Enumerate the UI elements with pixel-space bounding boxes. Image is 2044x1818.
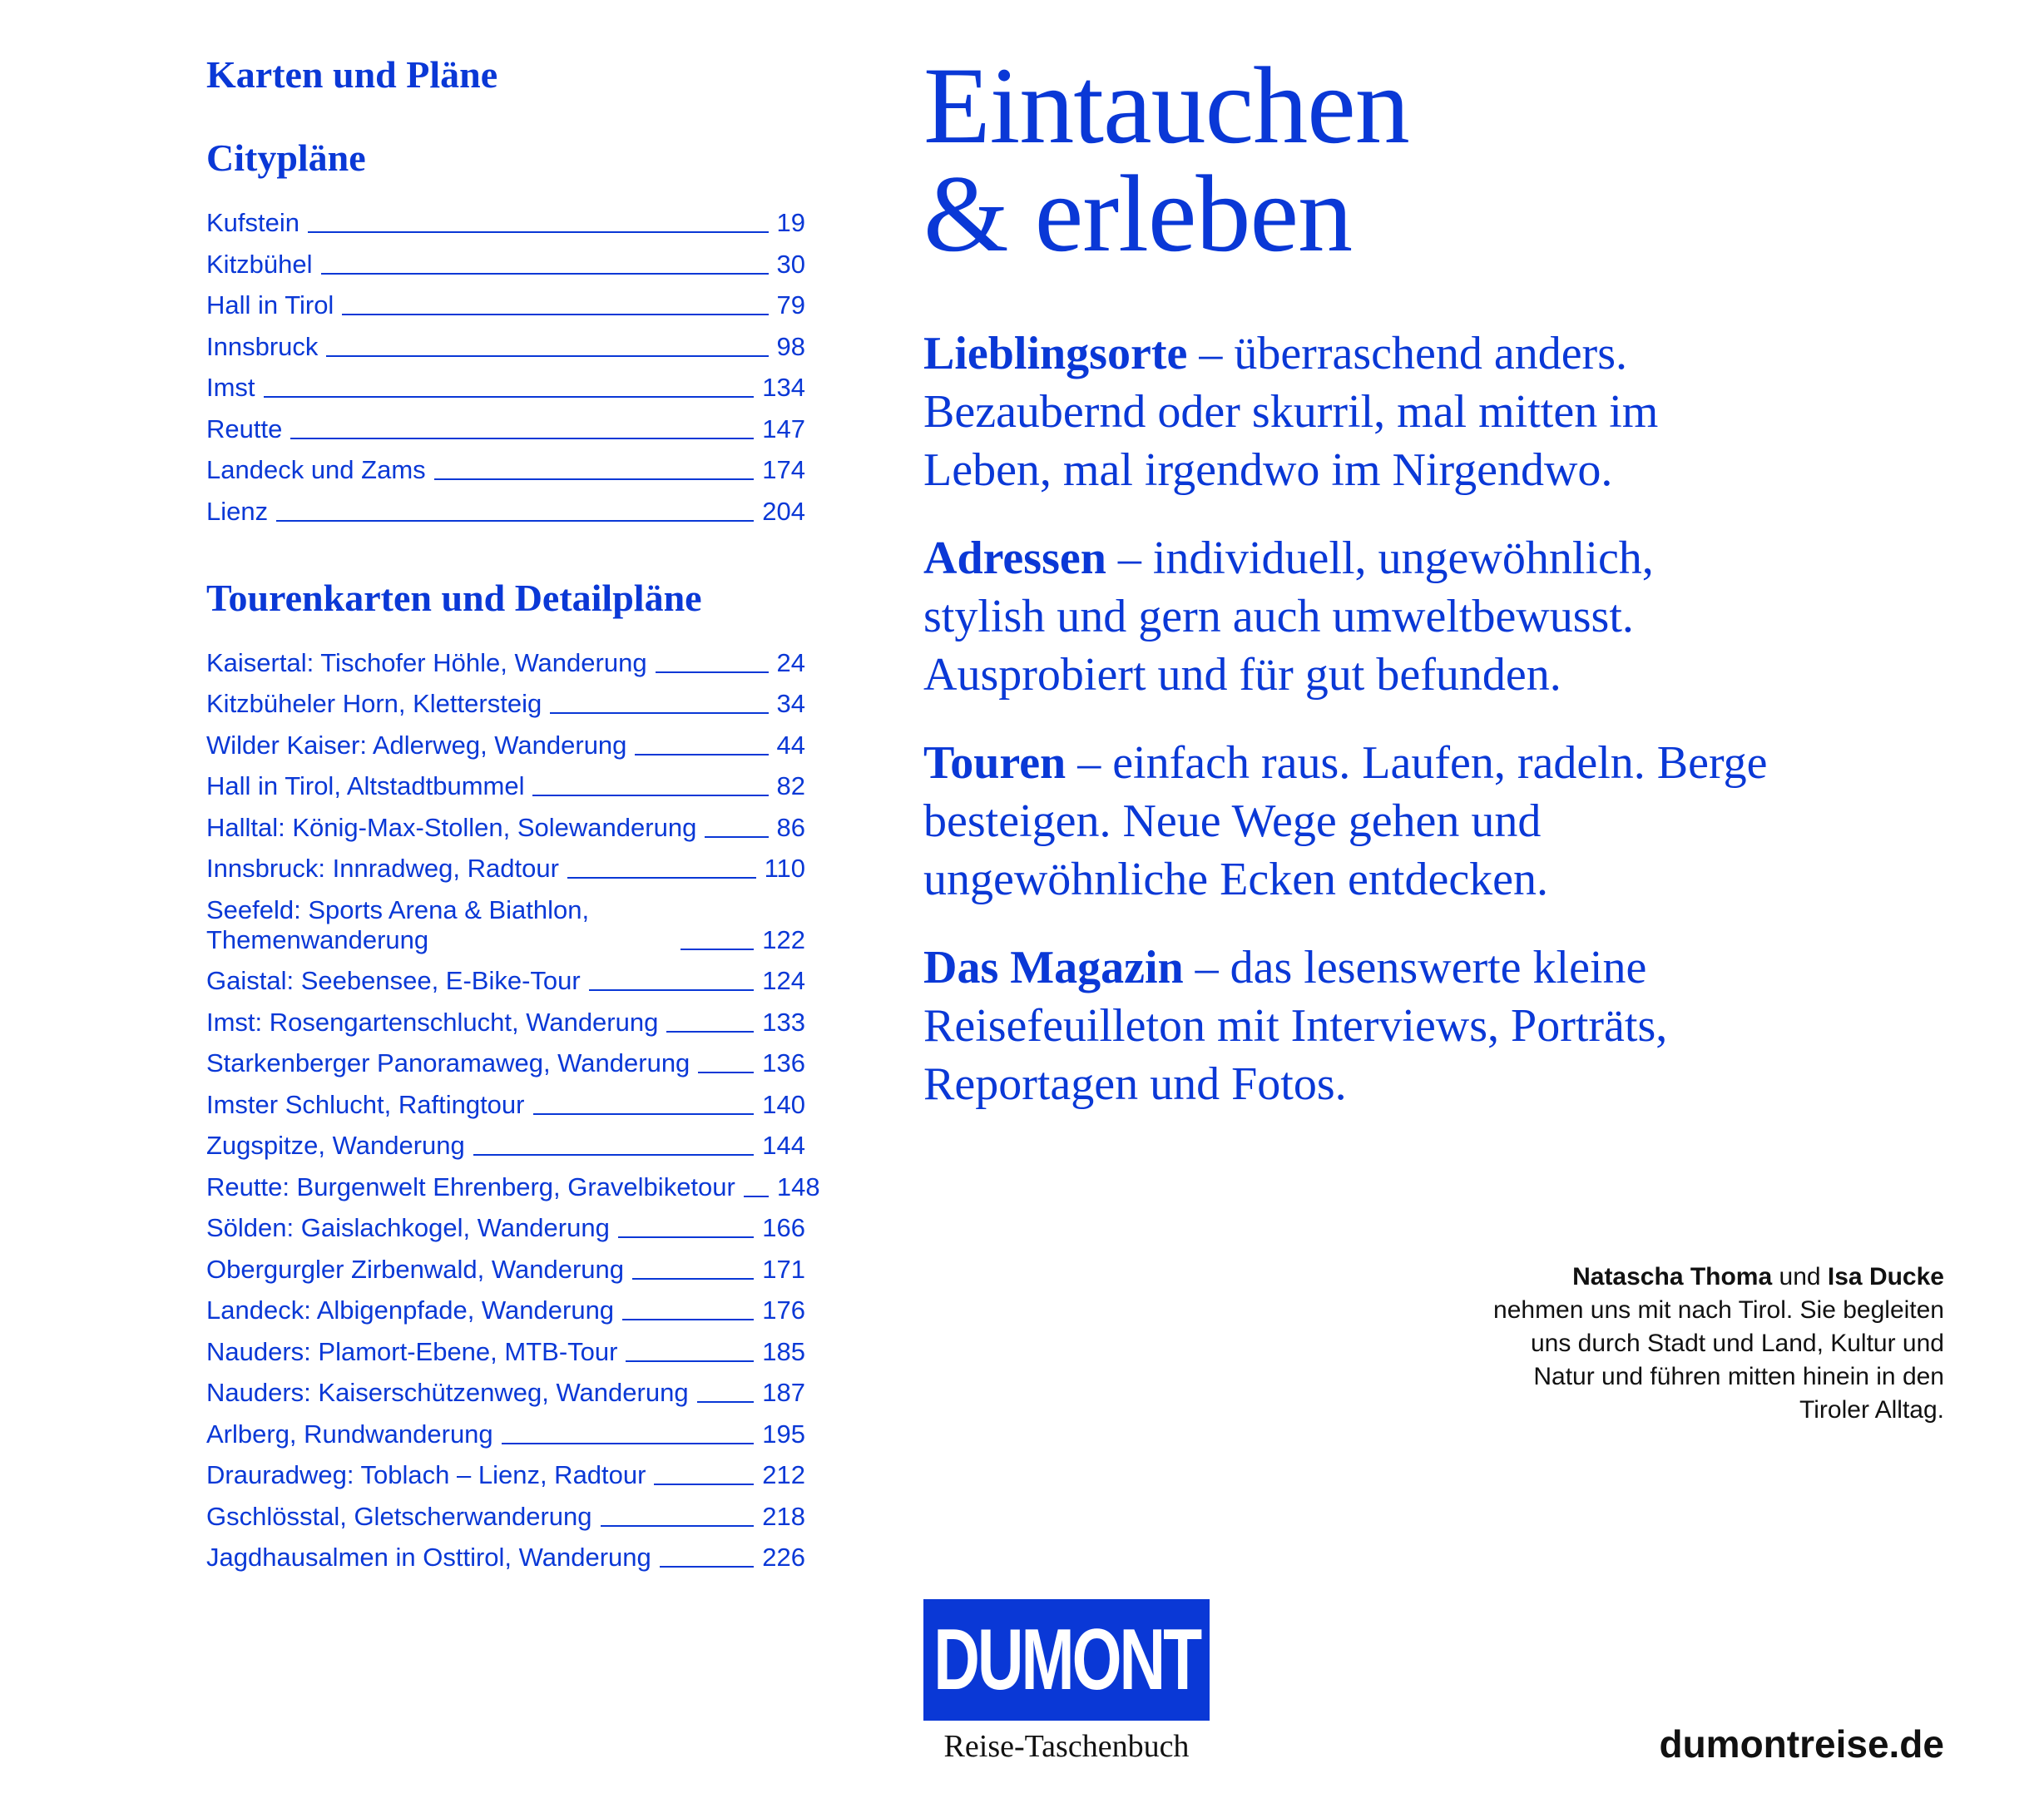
- authors-blurb: [1478, 1261, 1944, 1427]
- index-entry-page: 147: [762, 414, 805, 443]
- index-entry-label: Zugspitze, Wanderung: [206, 1131, 465, 1160]
- index-entry: [206, 1172, 820, 1202]
- index-entry: [206, 455, 805, 485]
- index-entry-page: 148: [776, 1172, 820, 1201]
- index-entry: [206, 895, 805, 955]
- feature-term: Touren: [923, 737, 1067, 789]
- index-entry-label: Reutte: Burgenwelt Ehrenberg, Gravelbiketour: [206, 1172, 735, 1201]
- leader-line: [656, 671, 769, 673]
- dumont-logo: [923, 1599, 1210, 1767]
- index-entry-page: 195: [762, 1419, 805, 1449]
- feature-term: Das Magazin: [923, 942, 1184, 993]
- index-entry-label: Sölden: Gaislachkogel, Wanderung: [206, 1213, 610, 1242]
- headline-line2: & erleben: [923, 152, 1353, 275]
- leader-line: [698, 1072, 754, 1073]
- leader-line: [632, 1278, 754, 1280]
- index-entry: [206, 854, 805, 884]
- city-plans-list: [206, 208, 805, 527]
- index-entry-label: Nauders: Plamort-Ebene, MTB-Tour: [206, 1336, 618, 1366]
- tour-maps-title: Tourenkarten und Detailpläne: [206, 576, 702, 619]
- index-entry: [206, 414, 805, 444]
- leader-line: [626, 1360, 754, 1362]
- index-entry: [206, 648, 805, 678]
- feature-adressen: [923, 529, 1772, 704]
- leader-line: [342, 314, 768, 315]
- index-entry-label: Gaistal: Seebensee, E-Bike-Tour: [206, 966, 581, 995]
- leader-line: [533, 1113, 755, 1115]
- features: [923, 324, 1772, 1143]
- index-entry-label: Kaisertal: Tischofer Höhle, Wanderung: [206, 647, 647, 677]
- index-entry-page: 218: [762, 1501, 805, 1531]
- index-entry-page: 134: [762, 373, 805, 402]
- leader-line: [326, 355, 768, 357]
- city-plans-title: Citypläne: [206, 136, 366, 179]
- index-entry-label: Hall in Tirol: [206, 290, 334, 320]
- leader-line: [434, 478, 755, 480]
- index-entry: [206, 1131, 805, 1161]
- index-entry-page: 204: [762, 496, 805, 526]
- index-entry-label: Kufstein: [206, 208, 300, 237]
- index-entry-label: Starkenberger Panoramaweg, Wanderung: [206, 1048, 690, 1077]
- index-entry-page: 44: [776, 730, 805, 760]
- index-entry-page: 136: [762, 1048, 805, 1077]
- leader-line: [589, 989, 755, 991]
- index-entry: [206, 1543, 805, 1573]
- index-entry-page: 79: [776, 290, 805, 320]
- index-entry-label: Kitzbüheler Horn, Klettersteig: [206, 689, 542, 718]
- index-entry-page: 122: [762, 924, 805, 954]
- index-entry-page: 166: [762, 1213, 805, 1242]
- leader-line: [321, 273, 769, 275]
- leader-line: [666, 1031, 754, 1033]
- feature-text: – einfach raus. Laufen, radeln. Berge besteigen. Neue Wege gehen und ungewöhnliche Ecken entdecken.: [923, 737, 1768, 905]
- leader-line: [264, 396, 755, 398]
- index-entry-page: 133: [762, 1007, 805, 1037]
- leader-line: [618, 1236, 754, 1238]
- index-entry-page: 30: [776, 249, 805, 279]
- index-entry-label: Imst: Rosengartenschlucht, Wanderung: [206, 1007, 659, 1037]
- leader-line: [276, 520, 754, 522]
- index-entry-page: 187: [762, 1378, 805, 1407]
- index-entry: [206, 497, 805, 527]
- index-entry-label: Jagdhausalmen in Osttirol, Wanderung: [206, 1543, 651, 1572]
- feature-text: – das lesenswerte kleine Reisefeuilleton mit Interviews, Porträts, Reportagen und Fotos.: [923, 942, 1668, 1110]
- index-entry: [206, 1419, 805, 1449]
- index-entry: [206, 1090, 805, 1120]
- index-entry-page: 24: [776, 647, 805, 677]
- index-entry-label: Lienz: [206, 496, 269, 526]
- leader-line: [635, 754, 768, 755]
- index-entry: [206, 689, 805, 719]
- index-entry: [206, 1460, 805, 1490]
- index-entry: [206, 731, 805, 760]
- index-entry: [206, 1008, 805, 1038]
- index-entry: [206, 373, 805, 403]
- index-entry-label: Landeck: Albigenpfade, Wanderung: [206, 1295, 615, 1325]
- index-entry-label: Gschlösstal, Gletscherwanderung: [206, 1501, 592, 1531]
- feature-touren: [923, 734, 1772, 909]
- website-url: dumontreise.de: [1659, 1722, 1944, 1766]
- index-entry-label: Wilder Kaiser: Adlerweg, Wanderung: [206, 730, 627, 760]
- leader-line: [473, 1154, 755, 1156]
- index-entry-label: Hall in Tirol, Altstadtbummel: [206, 771, 525, 800]
- index-entry-page: 124: [762, 966, 805, 995]
- leader-line: [502, 1443, 755, 1444]
- feature-text: – überraschend anders. Bezaubernd oder skurril, mal mitten im Leben, mal irgendwo im Nirgendwo.: [923, 328, 1659, 496]
- index-entry-page: 185: [762, 1336, 805, 1366]
- feature-magazin: [923, 939, 1772, 1113]
- index-entry-page: 19: [776, 208, 805, 237]
- index-entry-label: Drauradweg: Toblach – Lienz, Radtour: [206, 1460, 646, 1489]
- leader-line: [567, 877, 756, 879]
- index-entry: [206, 1295, 805, 1325]
- index-entry-label: Imster Schlucht, Raftingtour: [206, 1089, 525, 1119]
- index-entry-page: 34: [776, 689, 805, 718]
- index-entry-page: 86: [776, 812, 805, 842]
- leader-line: [290, 438, 754, 439]
- logo-subtitle: Reise-Taschenbuch: [943, 1729, 1190, 1764]
- index-entry-page: 82: [776, 771, 805, 800]
- index-entry-page: 144: [762, 1131, 805, 1160]
- leader-line: [654, 1484, 754, 1485]
- feature-lieblingsorte: [923, 324, 1772, 499]
- leader-line: [550, 712, 768, 714]
- index-entry: [206, 771, 805, 801]
- authors-text: nehmen uns mit nach Tirol. Sie begleiten uns durch Stadt und Land, Kultur und Natur und führen mitten hinein in den Tiroler Alltag.: [1493, 1296, 1944, 1424]
- leader-line: [744, 1196, 769, 1197]
- feature-term: Lieblingsorte: [923, 328, 1188, 379]
- headline-line1: Eintauchen: [923, 44, 1409, 166]
- index-entry-page: 98: [776, 331, 805, 361]
- index-entry-label: Landeck und Zams: [206, 455, 426, 484]
- leader-line: [697, 1401, 755, 1403]
- feature-text: – individuell, ungewöhnlich, stylish und gern auch umweltbewusst. Ausprobiert und für gut befunden.: [923, 533, 1654, 701]
- leader-line: [705, 836, 768, 838]
- leader-line: [622, 1319, 754, 1320]
- index-entry: [206, 1502, 805, 1532]
- leader-line: [660, 1566, 755, 1568]
- maps-index: [206, 50, 820, 1584]
- index-entry: [206, 250, 805, 280]
- index-entry-page: 212: [762, 1460, 805, 1489]
- index-entry-label: Nauders: Kaiserschützenweg, Wanderung: [206, 1378, 689, 1407]
- index-entry-label: Innsbruck: [206, 331, 319, 361]
- index-entry-label: Seefeld: Sports Arena & Biathlon, Themenwanderung: [206, 894, 590, 954]
- feature-term: Adressen: [923, 533, 1106, 584]
- headline: [923, 44, 1409, 275]
- index-entry-page: 174: [762, 455, 805, 484]
- index-entry: [206, 1378, 805, 1408]
- index-entry: [206, 813, 805, 843]
- leader-line: [601, 1525, 755, 1527]
- index-entry-label: Reutte: [206, 414, 283, 443]
- index-entry: [206, 1255, 805, 1285]
- index-entry-label: Innsbruck: Innradweg, Radtour: [206, 854, 559, 883]
- leader-line: [681, 949, 754, 950]
- index-entry: [206, 1213, 805, 1243]
- index-entry: [206, 208, 805, 238]
- index-entry-label: Kitzbühel: [206, 249, 313, 279]
- logo-box: [923, 1599, 1210, 1721]
- index-entry: [206, 1337, 805, 1367]
- index-entry-page: 226: [762, 1543, 805, 1572]
- index-entry-label: Obergurgler Zirbenwald, Wanderung: [206, 1254, 624, 1284]
- logo-wordmark: DUMONT: [933, 1612, 1200, 1708]
- leader-line: [308, 231, 769, 233]
- index-entry: [206, 332, 805, 362]
- index-entry-page: 140: [762, 1089, 805, 1119]
- index-entry-page: 171: [762, 1254, 805, 1284]
- index-entry-page: 110: [764, 854, 805, 883]
- maps-section-title: Karten und Pläne: [206, 53, 498, 96]
- index-entry: [206, 290, 805, 320]
- leader-line: [532, 795, 768, 796]
- index-entry-page: 176: [762, 1295, 805, 1325]
- author-name-2: Isa Ducke: [1827, 1263, 1944, 1290]
- index-entry-label: Arlberg, Rundwanderung: [206, 1419, 493, 1449]
- index-entry-label: Imst: [206, 373, 255, 402]
- authors-conjunction: und: [1772, 1263, 1828, 1290]
- index-entry: [206, 1048, 805, 1078]
- tour-maps-list: [206, 647, 820, 1573]
- index-entry: [206, 966, 805, 996]
- index-entry-label: Halltal: König-Max-Stollen, Solewanderung: [206, 812, 697, 842]
- author-name-1: Natascha Thoma: [1572, 1263, 1773, 1290]
